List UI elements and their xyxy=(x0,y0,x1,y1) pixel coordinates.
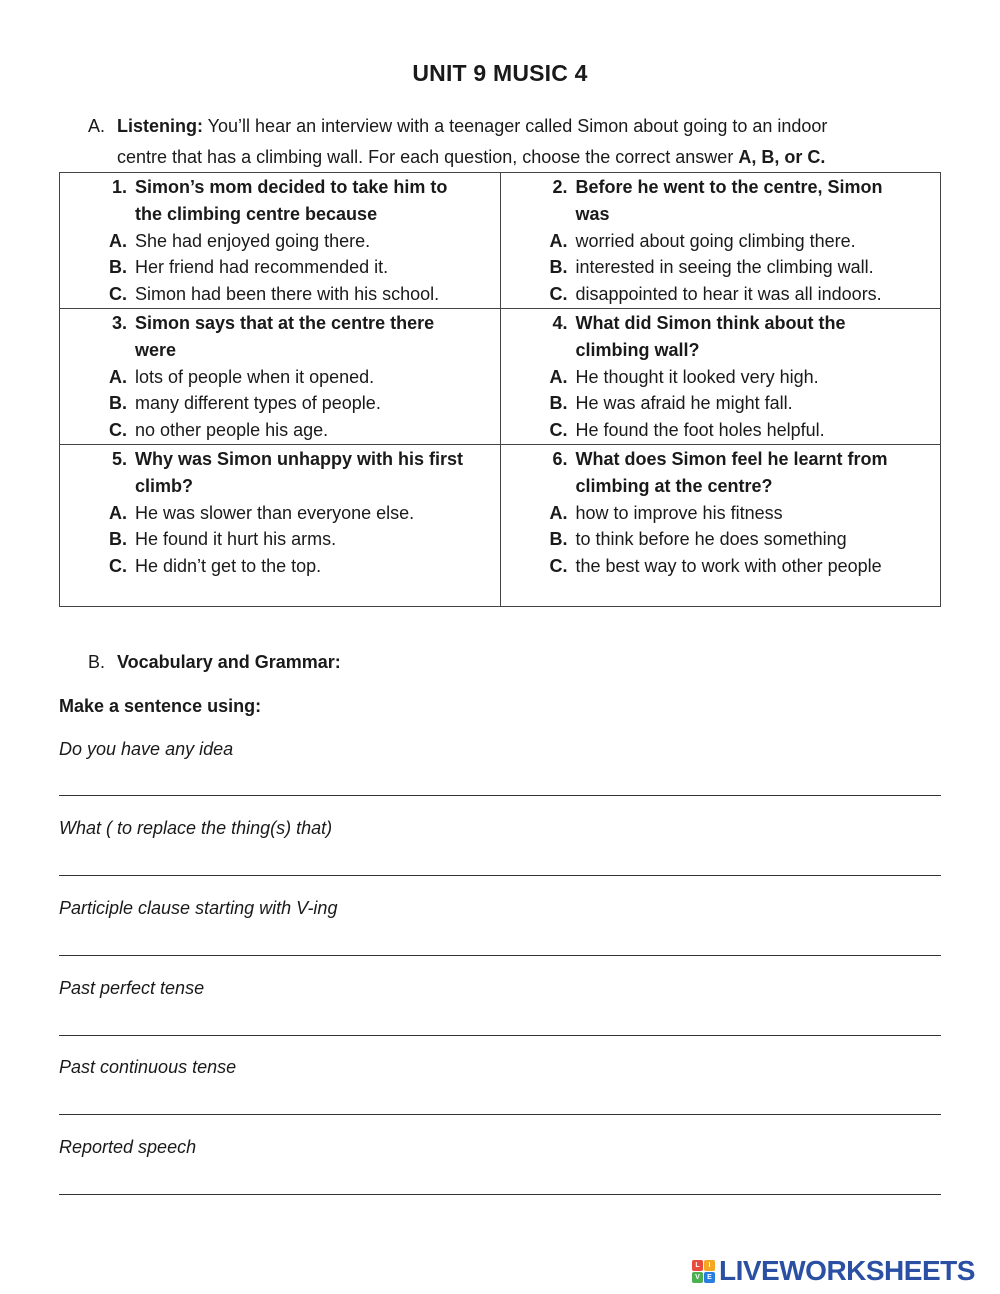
option-text: Her friend had recommended it. xyxy=(135,257,389,278)
option-letter: C. xyxy=(549,556,568,577)
question-text: What does Simon feel he learnt from xyxy=(575,448,888,469)
sentence-prompt: Participle clause starting with V-ing xyxy=(59,898,338,918)
logo-badge-letter: E xyxy=(704,1272,715,1283)
logo-badge-icon xyxy=(692,1260,715,1283)
option-letter: B. xyxy=(549,393,568,414)
question-text: climbing wall? xyxy=(575,339,700,360)
answer-option[interactable] xyxy=(501,500,941,527)
option-text: He was slower than everyone else. xyxy=(135,502,415,523)
section-a-label: Listening: xyxy=(117,116,203,136)
question-text: climbing at the centre? xyxy=(575,475,773,496)
question-number: 5. xyxy=(111,448,127,469)
option-text: She had enjoyed going there. xyxy=(135,230,371,251)
option-text: He thought it looked very high. xyxy=(575,366,819,387)
answer-line[interactable] xyxy=(59,1194,941,1195)
answer-option[interactable] xyxy=(60,500,500,527)
option-letter: A. xyxy=(109,502,127,523)
question-text: Simon says that at the centre there xyxy=(135,312,435,333)
section-b-marker: B. xyxy=(88,652,106,672)
question-cell xyxy=(60,444,501,606)
question-number: 3. xyxy=(111,312,127,333)
logo-text: LIVEWORKSHEETS xyxy=(719,1255,975,1286)
option-letter: B. xyxy=(109,529,127,550)
logo-badge-letter: L xyxy=(692,1260,703,1271)
question-number: 2. xyxy=(552,177,568,197)
question-text: were xyxy=(135,339,177,360)
answer-option[interactable] xyxy=(60,417,500,444)
answer-option[interactable] xyxy=(60,553,500,580)
option-text: disappointed to hear it was all indoors. xyxy=(575,284,882,305)
sentence-prompt: Reported speech xyxy=(59,1137,197,1157)
answer-option[interactable] xyxy=(60,228,500,255)
listening-questions-table xyxy=(59,172,941,607)
option-letter: A. xyxy=(549,366,568,387)
option-letter: C. xyxy=(549,284,568,305)
answer-line[interactable] xyxy=(59,795,941,796)
question-number: 4. xyxy=(552,312,568,333)
question-text: the climbing centre because xyxy=(135,203,378,224)
sentence-prompt: Past continuous tense xyxy=(59,1057,237,1077)
answer-option[interactable] xyxy=(60,281,500,308)
answer-line[interactable] xyxy=(59,1114,941,1115)
section-a-instructions xyxy=(88,111,928,173)
option-text: interested in seeing the climbing wall. xyxy=(575,257,874,278)
option-text: He found the foot holes helpful. xyxy=(575,420,825,441)
option-text: Simon had been there with his school. xyxy=(135,284,440,305)
question-cell xyxy=(60,173,501,309)
option-letter: C. xyxy=(549,420,568,441)
logo-badge-letter: V xyxy=(692,1272,703,1283)
question-text: climb? xyxy=(135,475,194,496)
worksheet-title: UNIT 9 MUSIC 4 xyxy=(412,60,588,86)
option-text: many different types of people. xyxy=(135,393,381,414)
question-number: 6. xyxy=(552,448,568,469)
option-text: He found it hurt his arms. xyxy=(135,529,337,550)
option-text: He was afraid he might fall. xyxy=(575,393,793,414)
option-text: He didn’t get to the top. xyxy=(135,556,322,577)
option-letter: A. xyxy=(549,230,568,251)
option-letter: B. xyxy=(549,529,568,550)
question-cell xyxy=(500,173,941,309)
option-letter: B. xyxy=(109,257,127,278)
answer-option[interactable] xyxy=(501,281,941,308)
section-b-instruction: Make a sentence using: xyxy=(59,696,262,716)
answer-option[interactable] xyxy=(60,364,500,391)
option-text: no other people his age. xyxy=(135,420,329,441)
answer-option[interactable] xyxy=(501,553,941,580)
option-letter: B. xyxy=(109,393,127,414)
question-text: Why was Simon unhappy with his first xyxy=(135,448,464,469)
section-b-label: Vocabulary and Grammar: xyxy=(117,652,341,672)
section-a-marker: A. xyxy=(88,116,106,136)
option-text: the best way to work with other people xyxy=(575,556,882,577)
question-cell xyxy=(500,444,941,606)
question-cell xyxy=(60,308,501,444)
option-letter: C. xyxy=(109,556,127,577)
option-letter: C. xyxy=(109,420,127,441)
answer-option[interactable] xyxy=(60,526,500,553)
answer-line[interactable] xyxy=(59,875,941,876)
section-a-line1: You’ll hear an interview with a teenager called Simon about going to an indoor xyxy=(203,116,828,136)
option-letter: B. xyxy=(549,257,568,278)
answer-option[interactable] xyxy=(501,417,941,444)
answer-option[interactable] xyxy=(60,390,500,417)
section-b-heading xyxy=(88,649,341,675)
answer-option[interactable] xyxy=(501,390,941,417)
answer-line[interactable] xyxy=(59,1035,941,1036)
answer-option[interactable] xyxy=(501,364,941,391)
answer-option[interactable] xyxy=(60,254,500,281)
sentence-prompt: Past perfect tense xyxy=(59,978,205,998)
section-a-answer-choices: A, B, or C. xyxy=(738,147,826,167)
answer-line[interactable] xyxy=(59,955,941,956)
option-text: lots of people when it opened. xyxy=(135,366,375,387)
option-letter: A. xyxy=(549,502,568,523)
sentence-prompt: Do you have any idea xyxy=(59,739,234,759)
option-letter: A. xyxy=(109,366,127,387)
liveworksheets-logo xyxy=(692,1257,975,1285)
question-text: was xyxy=(575,203,610,224)
answer-option[interactable] xyxy=(501,526,941,553)
option-text: to think before he does something xyxy=(575,529,847,550)
answer-option[interactable] xyxy=(501,228,941,255)
option-letter: C. xyxy=(109,284,127,305)
answer-option[interactable] xyxy=(501,254,941,281)
option-text: how to improve his fitness xyxy=(575,502,783,523)
question-text: Simon’s mom decided to take him to xyxy=(135,177,448,197)
sentence-prompt: What ( to replace the thing(s) that) xyxy=(59,818,333,838)
question-text: What did Simon think about the xyxy=(575,312,846,333)
option-letter: A. xyxy=(109,230,127,251)
question-text: Before he went to the centre, Simon xyxy=(575,177,883,197)
question-number: 1. xyxy=(111,177,127,197)
logo-badge-letter: I xyxy=(704,1260,715,1271)
question-cell xyxy=(500,308,941,444)
section-a-line2: centre that has a climbing wall. For each question, choose the correct answer xyxy=(117,147,739,167)
option-text: worried about going climbing there. xyxy=(575,230,856,251)
